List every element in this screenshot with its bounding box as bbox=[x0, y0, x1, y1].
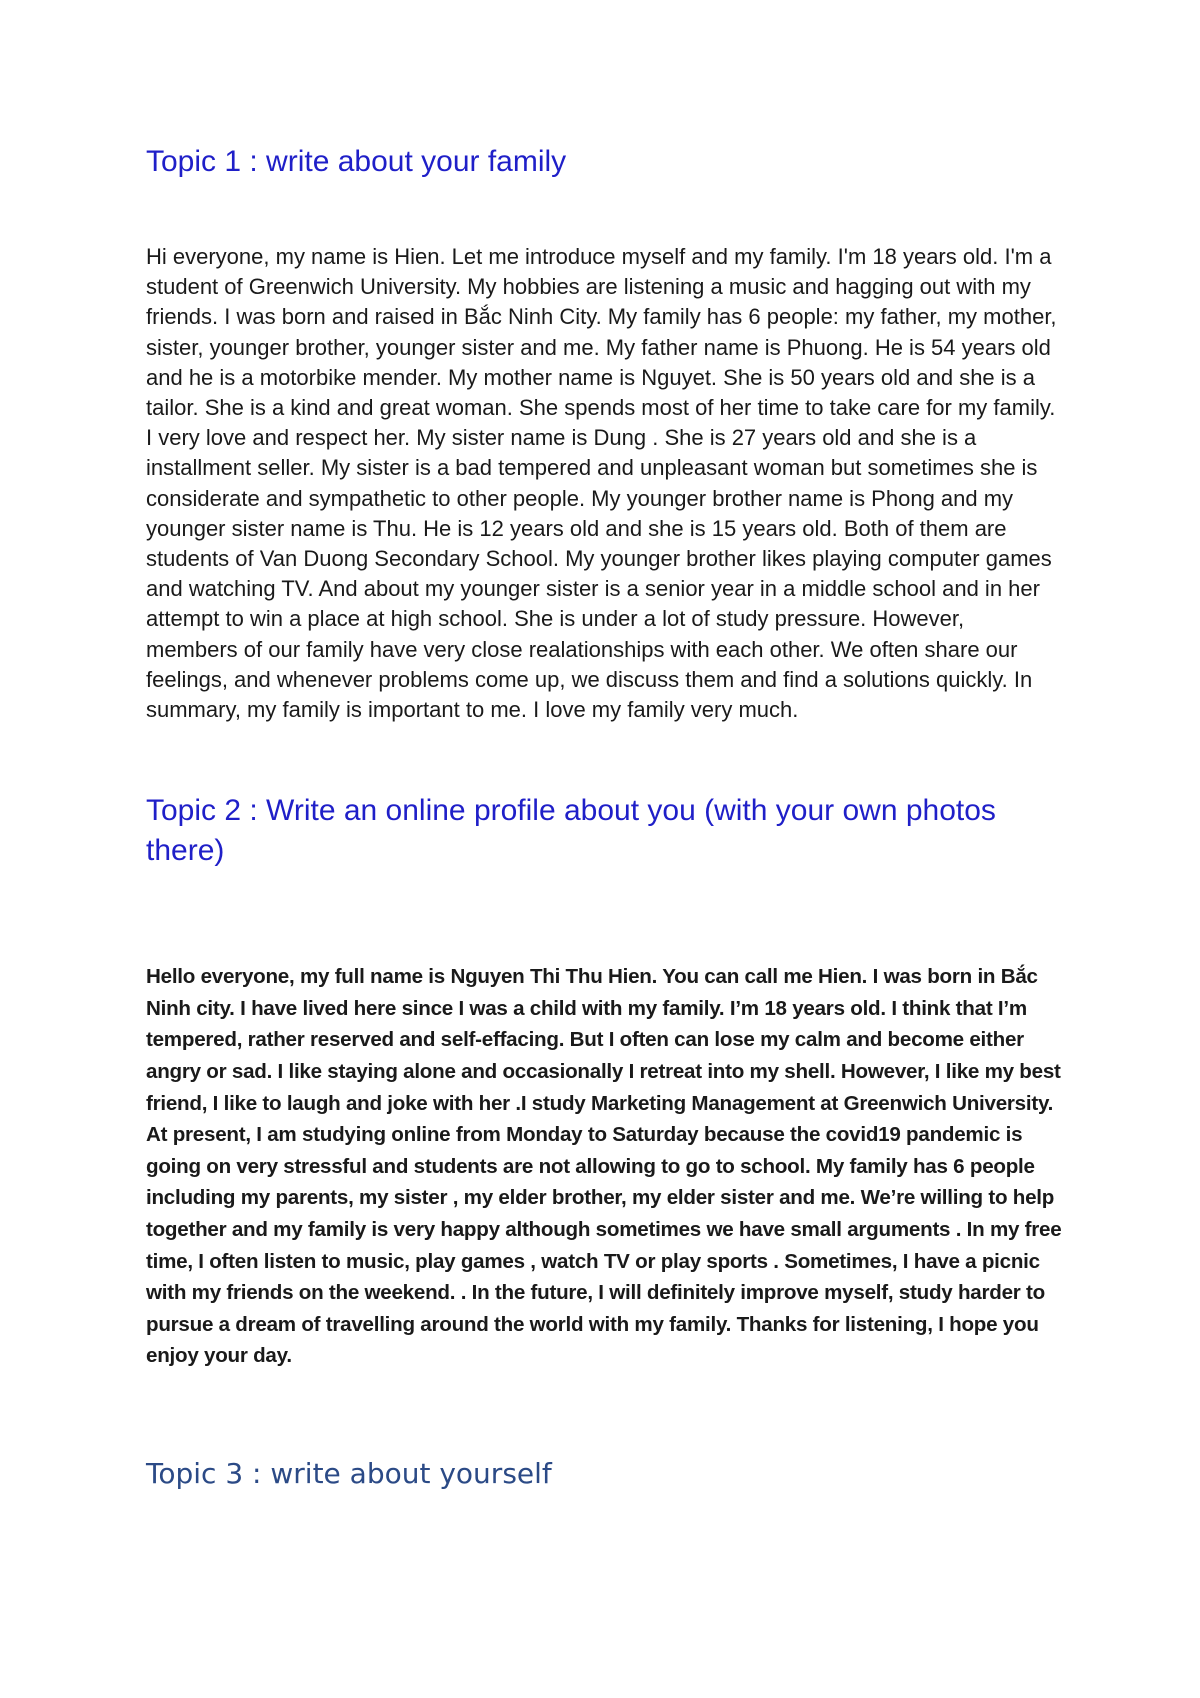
topic-2-heading: Topic 2 : Write an online profile about you (with your own photos there) bbox=[146, 794, 996, 868]
topic-1-heading: Topic 1 : write about your family bbox=[146, 145, 567, 178]
topic-2-paragraph: Hello everyone, my full name is Nguyen Thi Thu Hien. You can call me Hien. I was born in Bắc Ninh city. I have lived here since I was a child with my family. I’m 18 years old. I think that I’m tempered, rather reserved and self-effacing. But I often can lose my calm and become either angry or sad. I like staying alone and occasionally I retreat into my shell. However, I like my best friend, I like to laugh and joke with her .I study Marketing Management at Greenwich University. At present, I am studying online from Monday to Saturday because the covid19 pandemic is going on very stressful and students are not allowing to go to school. My family has 6 people including my parents, my sister , my elder brother, my elder sister and me. We’re willing to help together and my family is very happy although sometimes we have small arguments . In my free time, I often listen to music, play games , watch TV or play sports . Sometimes, I have a picnic with my friends on the weekend. . In the future, I will definitely improve myself, study harder to pursue a dream of travelling around the world with my family. Thanks for listening, I hope you enjoy your day. bbox=[146, 965, 1062, 1368]
topic-3-heading: Topic 3 : write about yourself bbox=[146, 1456, 552, 1490]
document-content bbox=[146, 142, 1076, 1494]
topic-1-paragraph: Hi everyone, my name is Hien. Let me introduce myself and my family. I'm 18 years old. I'm a student of Greenwich University. My hobbies are listening a music and hagging out with my friends. I was born and raised in Bắc Ninh City. My family has 6 people: my father, my mother, sister, younger brother, younger sister and me. My father name is Phuong. He is 54 years old and he is a motorbike mender. My mother name is Nguyet. She is 50 years old and she is a tailor. She is a kind and great woman. She spends most of her time to take care for my family. I very love and respect her. My sister name is Dung . She is 27 years old and she is a installment seller. My sister is a bad tempered and unpleasant woman but sometimes she is considerate and sympathetic to other people. My younger brother name is Phong and my younger sister name is Thu. He is 12 years old and she is 15 years old. Both of them are students of Van Duong Secondary School. My younger brother likes playing computer games and watching TV. And about my younger sister is a senior year in a middle school and in her attempt to win a place at high school. She is under a lot of study pressure. However, members of our family have very close realationships with each other. We often share our feelings, and whenever problems come up, we discuss them and find a solutions quickly. In summary, my family is important to me. I love my family very much. bbox=[146, 244, 1057, 723]
